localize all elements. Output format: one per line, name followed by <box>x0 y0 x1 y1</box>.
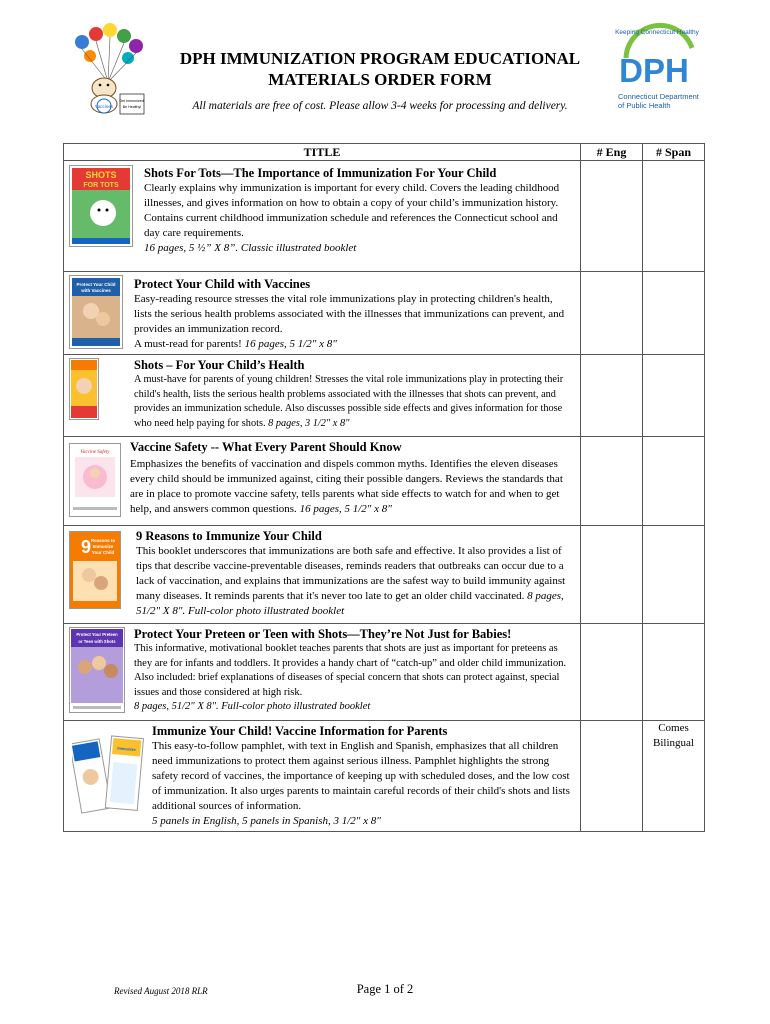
item-cell <box>64 721 581 832</box>
item-meta: 16 pages, 5 ½” X 8”. Classic illustrated booklet <box>144 242 357 254</box>
booklet-cover-thumbnail <box>69 531 121 614</box>
order-table <box>63 143 705 832</box>
page-number: Page 1 of 2 <box>356 982 414 996</box>
dph-logo-caption: Connecticut Department of Public Health <box>618 92 699 110</box>
eng-quantity-cell[interactable] <box>581 624 643 721</box>
table-row <box>64 272 705 355</box>
booklet-cover-thumbnail <box>69 275 123 354</box>
svg-text:FOR TOTS: FOR TOTS <box>83 182 119 189</box>
booklet-cover-thumbnail <box>69 443 121 522</box>
dph-logo <box>612 22 702 122</box>
span-quantity-cell[interactable] <box>643 721 705 832</box>
item-description: A must-have for parents of young children! Stresses the vital role immunizations play in protecting their child's health, lists the serious health problems associated with the illnesses that shots can prevent, and provides an immunization schedule. Also discusses possible side effects and gives information for those who need help paying for shots. <box>134 374 564 429</box>
span-quantity-cell[interactable] <box>643 272 705 355</box>
svg-text:Immunize: Immunize <box>117 745 136 753</box>
item-cell <box>64 526 581 624</box>
svg-text:Your Child: Your Child <box>91 550 115 555</box>
brochure-cover-thumbnail <box>72 733 148 828</box>
span-quantity-cell[interactable] <box>643 161 705 272</box>
svg-text:Reasons to: Reasons to <box>90 538 116 543</box>
table-row <box>64 355 705 437</box>
page-title-line1: DPH IMMUNIZATION PROGRAM EDUCATIONAL <box>179 49 581 68</box>
table-row <box>64 624 705 721</box>
item-description-extra: A must-read for parents! <box>134 338 242 350</box>
eng-quantity-cell[interactable] <box>581 161 643 272</box>
svg-text:with Vaccines: with Vaccines <box>81 288 111 293</box>
eng-quantity-cell[interactable] <box>581 721 643 832</box>
item-description: This informative, motivational booklet teaches parents that shots are just as important for preteens as they are for infants and toddlers. It provides a handy chart of “catch-up” and older child immunization. Also included: brief explanations of diseases of special concern that shots can protect against, special issues and those considered at high risk. <box>134 643 567 698</box>
svg-text:Protect Your Preteen: Protect Your Preteen <box>76 632 118 637</box>
eng-quantity-cell[interactable] <box>581 355 643 437</box>
bilingual-note-line2: Bilingual <box>653 737 694 749</box>
booklet-cover-thumbnail <box>69 358 99 425</box>
page-subtitle: All materials are free of cost. Please allow 3-4 weeks for processing and delivery. <box>192 100 568 112</box>
eng-quantity-cell[interactable] <box>581 526 643 624</box>
svg-text:Vaccine Safety: Vaccine Safety <box>80 450 110 455</box>
item-title: Shots For Tots—The Importance of Immunization For Your Child <box>144 166 497 180</box>
svg-text:or Teen with Shots: or Teen with Shots <box>78 639 116 644</box>
span-quantity-cell[interactable] <box>643 437 705 526</box>
svg-text:Vaccines: Vaccines <box>95 104 113 109</box>
item-cell <box>64 624 581 721</box>
item-cell <box>64 272 581 355</box>
item-title: Protect Your Preteen or Teen with Shots—They’re Not Just for Babies! <box>134 627 512 641</box>
bilingual-note-line1: Comes <box>658 722 689 734</box>
item-description: Emphasizes the benefits of vaccination and dispels common myths. Identifies the eleven diseases every child should be immunized against, citing their possible dangers. Reviews the standards that are in place to promote vaccine safety, tells parents what side effects to watch for and when to get help, and answers common questions. <box>130 458 563 515</box>
svg-text:Immunize: Immunize <box>92 544 114 549</box>
table-header-row <box>64 144 705 161</box>
table-row <box>64 437 705 526</box>
svg-text:9: 9 <box>81 537 92 557</box>
span-quantity-cell[interactable] <box>643 526 705 624</box>
item-description: Easy-reading resource stresses the vital role immunizations play in protecting children's health, lists the serious health problems associated with the illnesses that immunizations can prevent, and provides an immunization record. <box>134 293 565 335</box>
table-row <box>64 526 705 624</box>
item-description: Clearly explains why immunization is important for every child. Covers the leading childhood illnesses, and gives information on how to obtain a copy of your child’s immunization history. Contains current childhood immunization schedule and references the Connecticut school and day care requirements. <box>144 182 560 239</box>
span-quantity-cell[interactable] <box>643 355 705 437</box>
revision-note: Revised August 2018 RLR <box>114 986 208 996</box>
item-description: This booklet underscores that immunizations are both safe and effective. It also provides a list of tips that describe vaccine-preventable diseases, reminds readers that outbreaks can occur due to a lack of vaccination, and explains that immunizations are the safest way to build immunity against many diseases. It reminds parents that it's never too late to get an older child vaccinated. <box>136 545 566 602</box>
item-meta: 16 pages, 5 1/2" x 8" <box>241 338 337 350</box>
column-header-title: TITLE <box>64 144 581 161</box>
page-title-line2: MATERIALS ORDER FORM <box>268 70 492 89</box>
svg-text:Keeping Connecticut Healthy: Keeping Connecticut Healthy <box>615 29 699 36</box>
page-title <box>150 48 610 90</box>
dph-logo-text: DPH <box>619 52 689 89</box>
item-meta: 16 pages, 5 1/2" x 8" <box>296 503 392 515</box>
immunization-mascot-illustration <box>70 22 150 122</box>
svg-text:Be Healthy!: Be Healthy! <box>122 105 142 109</box>
item-cell <box>64 437 581 526</box>
item-title: Protect Your Child with Vaccines <box>134 277 311 291</box>
item-title: 9 Reasons to Immunize Your Child <box>136 529 322 543</box>
svg-text:Protect Your Child: Protect Your Child <box>76 282 116 287</box>
table-row <box>64 721 705 832</box>
span-quantity-cell[interactable] <box>643 624 705 721</box>
column-header-eng: # Eng <box>581 144 643 161</box>
svg-text:SHOTS: SHOTS <box>85 170 117 180</box>
item-meta: 8 pages, 51/2" X 8". Full-color photo illustrated booklet <box>136 590 564 617</box>
item-meta: 8 pages, 51/2" X 8". Full-color photo illustrated booklet <box>134 701 371 712</box>
booklet-cover-thumbnail <box>69 165 133 252</box>
item-title: Shots – For Your Child’s Health <box>134 358 305 372</box>
item-meta: 5 panels in English, 5 panels in Spanish, 3 1/2" x 8" <box>152 815 381 827</box>
booklet-cover-thumbnail <box>69 627 125 718</box>
item-cell <box>64 161 581 272</box>
item-meta: 8 pages, 3 1/2" x 8" <box>265 417 350 429</box>
svg-text:Get Immunized.: Get Immunized. <box>119 99 145 103</box>
item-title: Vaccine Safety -- What Every Parent Should Know <box>130 440 402 454</box>
column-header-span: # Span <box>643 144 705 161</box>
table-row <box>64 161 705 272</box>
eng-quantity-cell[interactable] <box>581 437 643 526</box>
eng-quantity-cell[interactable] <box>581 272 643 355</box>
item-cell <box>64 355 581 437</box>
item-title: Immunize Your Child! Vaccine Information for Parents <box>152 724 448 738</box>
item-description: This easy-to-follow pamphlet, with text in English and Spanish, emphasizes that all children need immunizations to protect them against serious illness. Pamphlet highlights the strong safety record of vaccines, the importance of keeping up with scheduled doses, and the low cost of immunization. It also urges parents to maintain careful records of their child's shots and lists additional sources of information. <box>152 740 570 812</box>
